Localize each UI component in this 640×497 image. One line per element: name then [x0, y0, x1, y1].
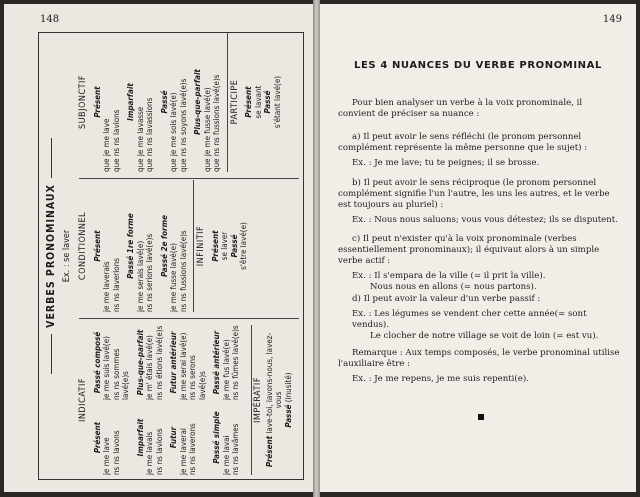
tense-label: Passé composé	[92, 331, 102, 394]
conj-line: ns ns serons lavé(e)s	[188, 355, 207, 400]
remarque	[338, 348, 622, 385]
tense-label: Présent	[210, 230, 220, 262]
mood-indicatif: INDICATIF	[78, 377, 88, 423]
conj-line: je me laverai	[178, 428, 188, 475]
remarque-text: Remarque : Aux temps composés, le verbe pronominal utilise l'auxiliaire être :	[338, 348, 620, 369]
nuance-example: Le clocher de notre village se voit de loin (= est vu).	[370, 331, 599, 341]
conj-line: que je me fusse lavé(e)	[202, 87, 212, 172]
tense-label: Passé	[263, 90, 272, 114]
nuance-example: Ex. : Les légumes se vendent cher cette année(= sont vendus).	[352, 309, 587, 330]
conj-line: que je me lavasse	[135, 106, 145, 172]
tense-label: Passé simple	[212, 411, 221, 464]
divider	[193, 180, 194, 312]
remarque-example: Ex. : Je me repens, je me suis repenti(e).	[352, 374, 529, 384]
tense-label: Présent	[264, 435, 274, 468]
nuance-example: Ex. : Nous nous saluons; vous vous détestez; ils se disputent.	[352, 215, 618, 225]
tense-label: Futur	[169, 426, 178, 449]
page-number-left: 148	[40, 14, 60, 25]
table-example: Ex. : se laver	[62, 229, 72, 283]
tense-label: Présent	[92, 86, 102, 118]
tense-label: Plus-que-parfait	[135, 329, 145, 396]
conj-line: ns ns serions lavé(e)s	[145, 233, 154, 312]
conj-line: que ns ns lavassions	[145, 97, 154, 172]
nuance-text: d) Il peut avoir la valeur d'un verbe passif :	[352, 294, 541, 304]
page-number-right: 149	[602, 14, 622, 25]
conj-line: je me suis lavé(e)	[102, 336, 111, 400]
left-page	[4, 4, 313, 492]
conj-line: je me lave	[102, 437, 111, 475]
conj-line: lave-toi, lavons-nous, lavez-vous	[264, 332, 283, 434]
mood-participe: PARTICIPE	[229, 79, 240, 125]
tense-label: Passé antérieur	[212, 330, 221, 395]
tense-label: Passé	[159, 90, 169, 114]
conj-line: ns ns lavâmes	[231, 423, 240, 475]
intro-text: Pour bien analyser un verbe à la voix pronominale, il convient de préciser sa nuance :	[338, 98, 583, 119]
conjugation-table	[38, 32, 304, 480]
conj-line: ns ns lavons	[111, 430, 121, 475]
rotated-table-content	[39, 33, 303, 479]
tense-label: Passé 2e forme	[159, 215, 169, 277]
tense-label: Présent	[92, 421, 102, 454]
conj-line: je me serais lavé(e)	[135, 240, 145, 312]
conj-line: s'être lavé(e)	[239, 222, 248, 270]
imperatif-block	[251, 325, 293, 475]
conditionnel-column	[79, 180, 299, 319]
section-title: LES 4 NUANCES DU VERBE PRONOMINAL	[354, 60, 602, 71]
book-spine	[313, 0, 320, 497]
conj-line: ns ns étions lavé(e)s	[154, 325, 164, 400]
conj-line: ns ns fussions lavé(e)s	[178, 230, 188, 312]
conj-line: se laver	[220, 231, 229, 261]
end-square-ornament	[478, 414, 484, 420]
nuance-c	[338, 234, 622, 293]
nuance-example: Nous nous en allons (= nous partons).	[370, 282, 537, 292]
nuance-text: a) Il peut avoir le sens réfléchi (le pronom personnel complément représente la même personne que le sujet) :	[338, 132, 588, 153]
conj-line: ns ns fûmes lavé(e)s	[231, 325, 240, 400]
conj-line: ns ns lavions	[154, 428, 164, 475]
conj-line: s'étant lavé(e)	[272, 75, 282, 129]
nuance-text: c) Il peut n'exister qu'à la voix pronominale (verbes essentiellement pronominaux); il équivaut alors à un simple verbe actif :	[338, 234, 600, 266]
nuance-text: b) Il peut avoir le sens réciproque (le pronom personnel complément signifie l'un l'autre, les uns les autres, et le verbe est toujours au pluriel) :	[338, 178, 610, 210]
conj-line: ns ns laverons	[188, 423, 197, 475]
conj-line: se lavant	[253, 85, 263, 119]
nuance-d	[338, 294, 622, 342]
intro-paragraph	[338, 98, 622, 120]
conj-line: je me lavais	[145, 431, 154, 475]
nuance-b	[338, 178, 622, 226]
conj-line: je me lavai	[221, 435, 231, 475]
tense-label: Plus-que-parfait	[193, 69, 202, 135]
tense-label: Présent	[244, 86, 253, 118]
conj-line: je me serai lavé(e)	[178, 332, 188, 400]
conj-line: je m' étais lavé(e)	[145, 335, 154, 400]
conj-line: (inusité)	[283, 372, 293, 403]
table-title: VERBES PRONOMINAUX	[47, 33, 57, 479]
tense-label: Passé	[229, 234, 239, 258]
tense-label: Présent	[92, 230, 102, 262]
nuance-example: Ex. : Il s'empara de la ville (= il prit la ville).	[352, 271, 546, 281]
conj-line: je me fusse lavé(e)	[169, 243, 178, 312]
nuance-example: Ex. : Je me lave; tu te peignes; il se brosse.	[352, 158, 540, 168]
subjonctif-column	[79, 32, 299, 179]
mood-imperatif: IMPÉRATIF	[253, 377, 263, 423]
tense-label: Futur antérieur	[169, 331, 178, 394]
conj-line: je me fus lavé(e)	[221, 339, 231, 400]
tense-label: Passé 1re forme	[126, 213, 135, 279]
conj-line: que je me sois lavé(e)	[169, 92, 178, 172]
conj-line: ns ns laverions	[111, 258, 121, 312]
conj-line: je me laverais	[102, 261, 111, 312]
divider	[227, 32, 228, 172]
mood-subjonctif: SUBJONCTIF	[78, 74, 88, 130]
conj-line: que ns ns fussions lavé(e)s	[212, 74, 221, 172]
conj-line: que ns ns lavions	[111, 109, 121, 172]
conj-line: que je me lave	[102, 118, 111, 172]
tense-label: Passé	[283, 404, 293, 428]
tense-label: Imparfait	[126, 83, 135, 121]
conj-line: que ns ns soyons lavé(e)s	[178, 78, 188, 172]
nuance-a	[338, 132, 622, 169]
right-page	[320, 4, 636, 492]
mood-conditionnel: CONDITIONNEL	[78, 211, 88, 281]
tense-label: Imparfait	[135, 418, 145, 457]
conj-line: ns ns sommes lavé(e)s	[111, 348, 130, 400]
mood-infinitif: INFINITIF	[196, 225, 206, 267]
